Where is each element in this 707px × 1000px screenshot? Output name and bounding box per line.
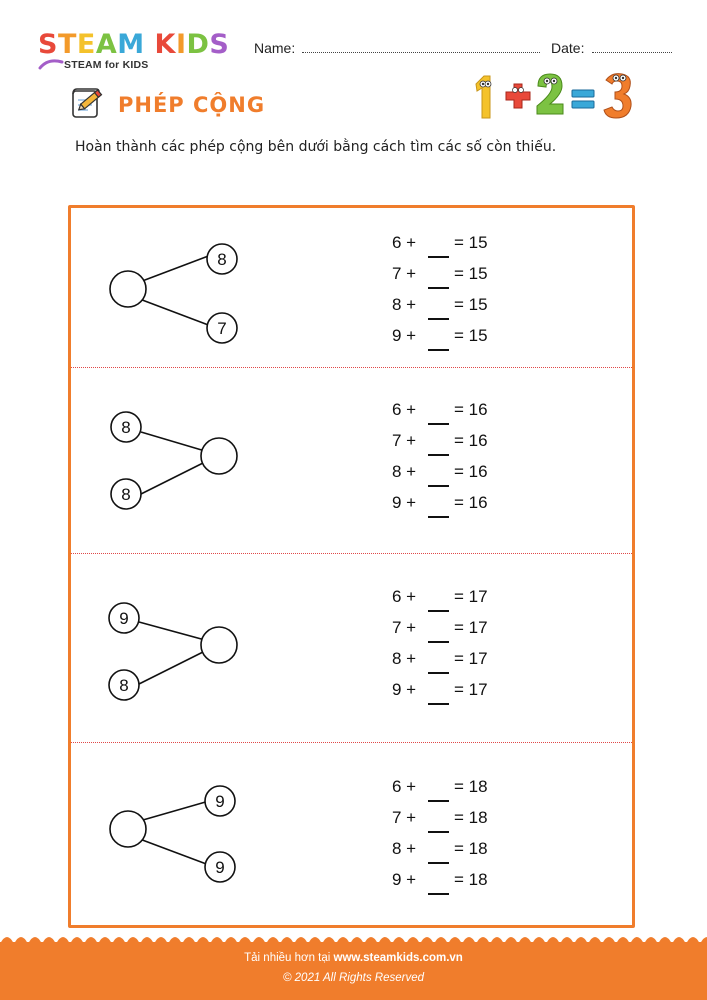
- equation-list: [392, 777, 488, 901]
- equation-rhs: = 17: [454, 649, 488, 668]
- equation-rhs: = 15: [454, 264, 488, 283]
- equation-lhs: 7 +: [392, 618, 417, 637]
- equation-lhs: 7 +: [392, 808, 417, 827]
- part-number: 8: [121, 485, 131, 504]
- equation-row: [392, 295, 488, 326]
- answer-blank[interactable]: [428, 277, 449, 289]
- answer-blank[interactable]: [428, 600, 449, 612]
- part-number: 9: [215, 792, 225, 811]
- footer-site-link[interactable]: www.steamkids.com.vn: [333, 952, 463, 964]
- equation-lhs: 9 +: [392, 680, 417, 699]
- equation-row: [392, 777, 488, 808]
- logo-letter: [145, 29, 155, 60]
- problem-section-3: [71, 554, 632, 742]
- equation-rhs: = 17: [454, 680, 488, 699]
- equation-row: [392, 618, 488, 649]
- logo-letter: K: [154, 29, 176, 60]
- equation-row: [392, 326, 488, 357]
- number-bond-diagram: [71, 208, 331, 367]
- equation-lhs: 7 +: [392, 431, 417, 450]
- logo-letter: E: [76, 29, 96, 60]
- answer-blank[interactable]: [428, 444, 449, 456]
- part-number: 7: [217, 319, 227, 338]
- equation-row: [392, 680, 488, 711]
- name-field[interactable]: [302, 52, 540, 53]
- equation-rhs: = 18: [454, 870, 488, 889]
- name-label: Name:: [254, 40, 296, 56]
- footer: [0, 942, 707, 1000]
- logo-swoosh-icon: [38, 56, 64, 74]
- equation-row: [392, 462, 488, 493]
- answer-blank[interactable]: [428, 662, 449, 674]
- answer-blank[interactable]: [428, 246, 449, 258]
- answer-blank[interactable]: [428, 852, 449, 864]
- part-number: 8: [217, 250, 227, 269]
- answer-blank[interactable]: [428, 475, 449, 487]
- equation-row: [392, 400, 488, 431]
- answer-blank[interactable]: [428, 883, 449, 895]
- equation-lhs: 6 +: [392, 400, 417, 419]
- logo-letter: A: [95, 29, 118, 60]
- logo-letter: M: [117, 29, 145, 60]
- equation-rhs: = 18: [454, 839, 488, 858]
- equation-rhs: = 18: [454, 808, 488, 827]
- pencil-paper-icon: [68, 86, 104, 120]
- logo-letter: T: [57, 29, 77, 60]
- equation-lhs: 7 +: [392, 264, 417, 283]
- answer-blank[interactable]: [428, 339, 449, 351]
- logo-tagline: STEAM for KIDS: [64, 59, 149, 71]
- equation-row: [392, 649, 488, 680]
- footer-download-line: [0, 952, 707, 964]
- equation-rhs: = 15: [454, 233, 488, 252]
- whole-circle: [110, 811, 146, 847]
- equation-lhs: 8 +: [392, 649, 417, 668]
- number-bond-diagram: [71, 368, 331, 553]
- logo-letter: I: [175, 29, 187, 60]
- whole-circle: [201, 627, 237, 663]
- whole-circle: [110, 271, 146, 307]
- equation-list: [392, 400, 488, 524]
- equation-row: [392, 587, 488, 618]
- equation-lhs: 8 +: [392, 462, 417, 481]
- equation-row: [392, 233, 488, 264]
- equation-lhs: 6 +: [392, 587, 417, 606]
- part-number: 9: [215, 858, 225, 877]
- equation-lhs: 8 +: [392, 295, 417, 314]
- instruction-text: Hoàn thành các phép cộng bên dưới bằng cách tìm các số còn thiếu.: [75, 139, 557, 155]
- footer-copyright: © 2021 All Rights Reserved: [282, 972, 424, 984]
- number-bond-diagram: [71, 554, 331, 742]
- equation-row: [392, 808, 488, 839]
- answer-blank[interactable]: [428, 506, 449, 518]
- equation-lhs: 9 +: [392, 870, 417, 889]
- logo-wordmark: [38, 30, 238, 60]
- answer-blank[interactable]: [428, 308, 449, 320]
- steam-kids-logo: [38, 30, 238, 74]
- worksheet-box: [68, 205, 635, 928]
- part-number: 9: [119, 609, 129, 628]
- answer-blank[interactable]: [428, 821, 449, 833]
- equation-rhs: = 16: [454, 493, 488, 512]
- problem-section-4: [71, 743, 632, 925]
- logo-letter: S: [209, 29, 230, 60]
- answer-blank[interactable]: [428, 693, 449, 705]
- answer-blank[interactable]: [428, 790, 449, 802]
- answer-blank[interactable]: [428, 413, 449, 425]
- equation-lhs: 9 +: [392, 493, 417, 512]
- equation-row: [392, 839, 488, 870]
- logo-letter: D: [186, 29, 210, 60]
- equation-rhs: = 17: [454, 618, 488, 637]
- equation-lhs: 6 +: [392, 233, 417, 252]
- equation-rhs: = 18: [454, 777, 488, 796]
- date-field[interactable]: [592, 52, 672, 53]
- equation-lhs: 9 +: [392, 326, 417, 345]
- answer-blank[interactable]: [428, 631, 449, 643]
- equation-lhs: 8 +: [392, 839, 417, 858]
- problem-section-2: [71, 368, 632, 553]
- date-label: Date:: [551, 40, 585, 56]
- equation-rhs: = 16: [454, 462, 488, 481]
- equation-lhs: 6 +: [392, 777, 417, 796]
- whole-circle: [201, 438, 237, 474]
- numbers-mascot-art: [466, 70, 638, 124]
- equation-list: [392, 587, 488, 711]
- logo-letter: S: [38, 29, 58, 60]
- equation-rhs: = 16: [454, 431, 488, 450]
- equation-row: [392, 264, 488, 295]
- equation-row: [392, 431, 488, 462]
- footer-prefix: Tải nhiều hơn tại: [244, 952, 334, 964]
- number-bond-diagram: [71, 743, 331, 925]
- equation-row: [392, 870, 488, 901]
- equation-rhs: = 17: [454, 587, 488, 606]
- equation-rhs: = 15: [454, 326, 488, 345]
- footer-scallop-edge: [0, 934, 707, 944]
- equation-list: [392, 233, 488, 357]
- page-title: PHÉP CỘNG: [118, 93, 266, 117]
- equation-rhs: = 15: [454, 295, 488, 314]
- part-number: 8: [121, 418, 131, 437]
- part-number: 8: [119, 676, 129, 695]
- equation-rhs: = 16: [454, 400, 488, 419]
- equation-row: [392, 493, 488, 524]
- problem-section-1: [71, 208, 632, 367]
